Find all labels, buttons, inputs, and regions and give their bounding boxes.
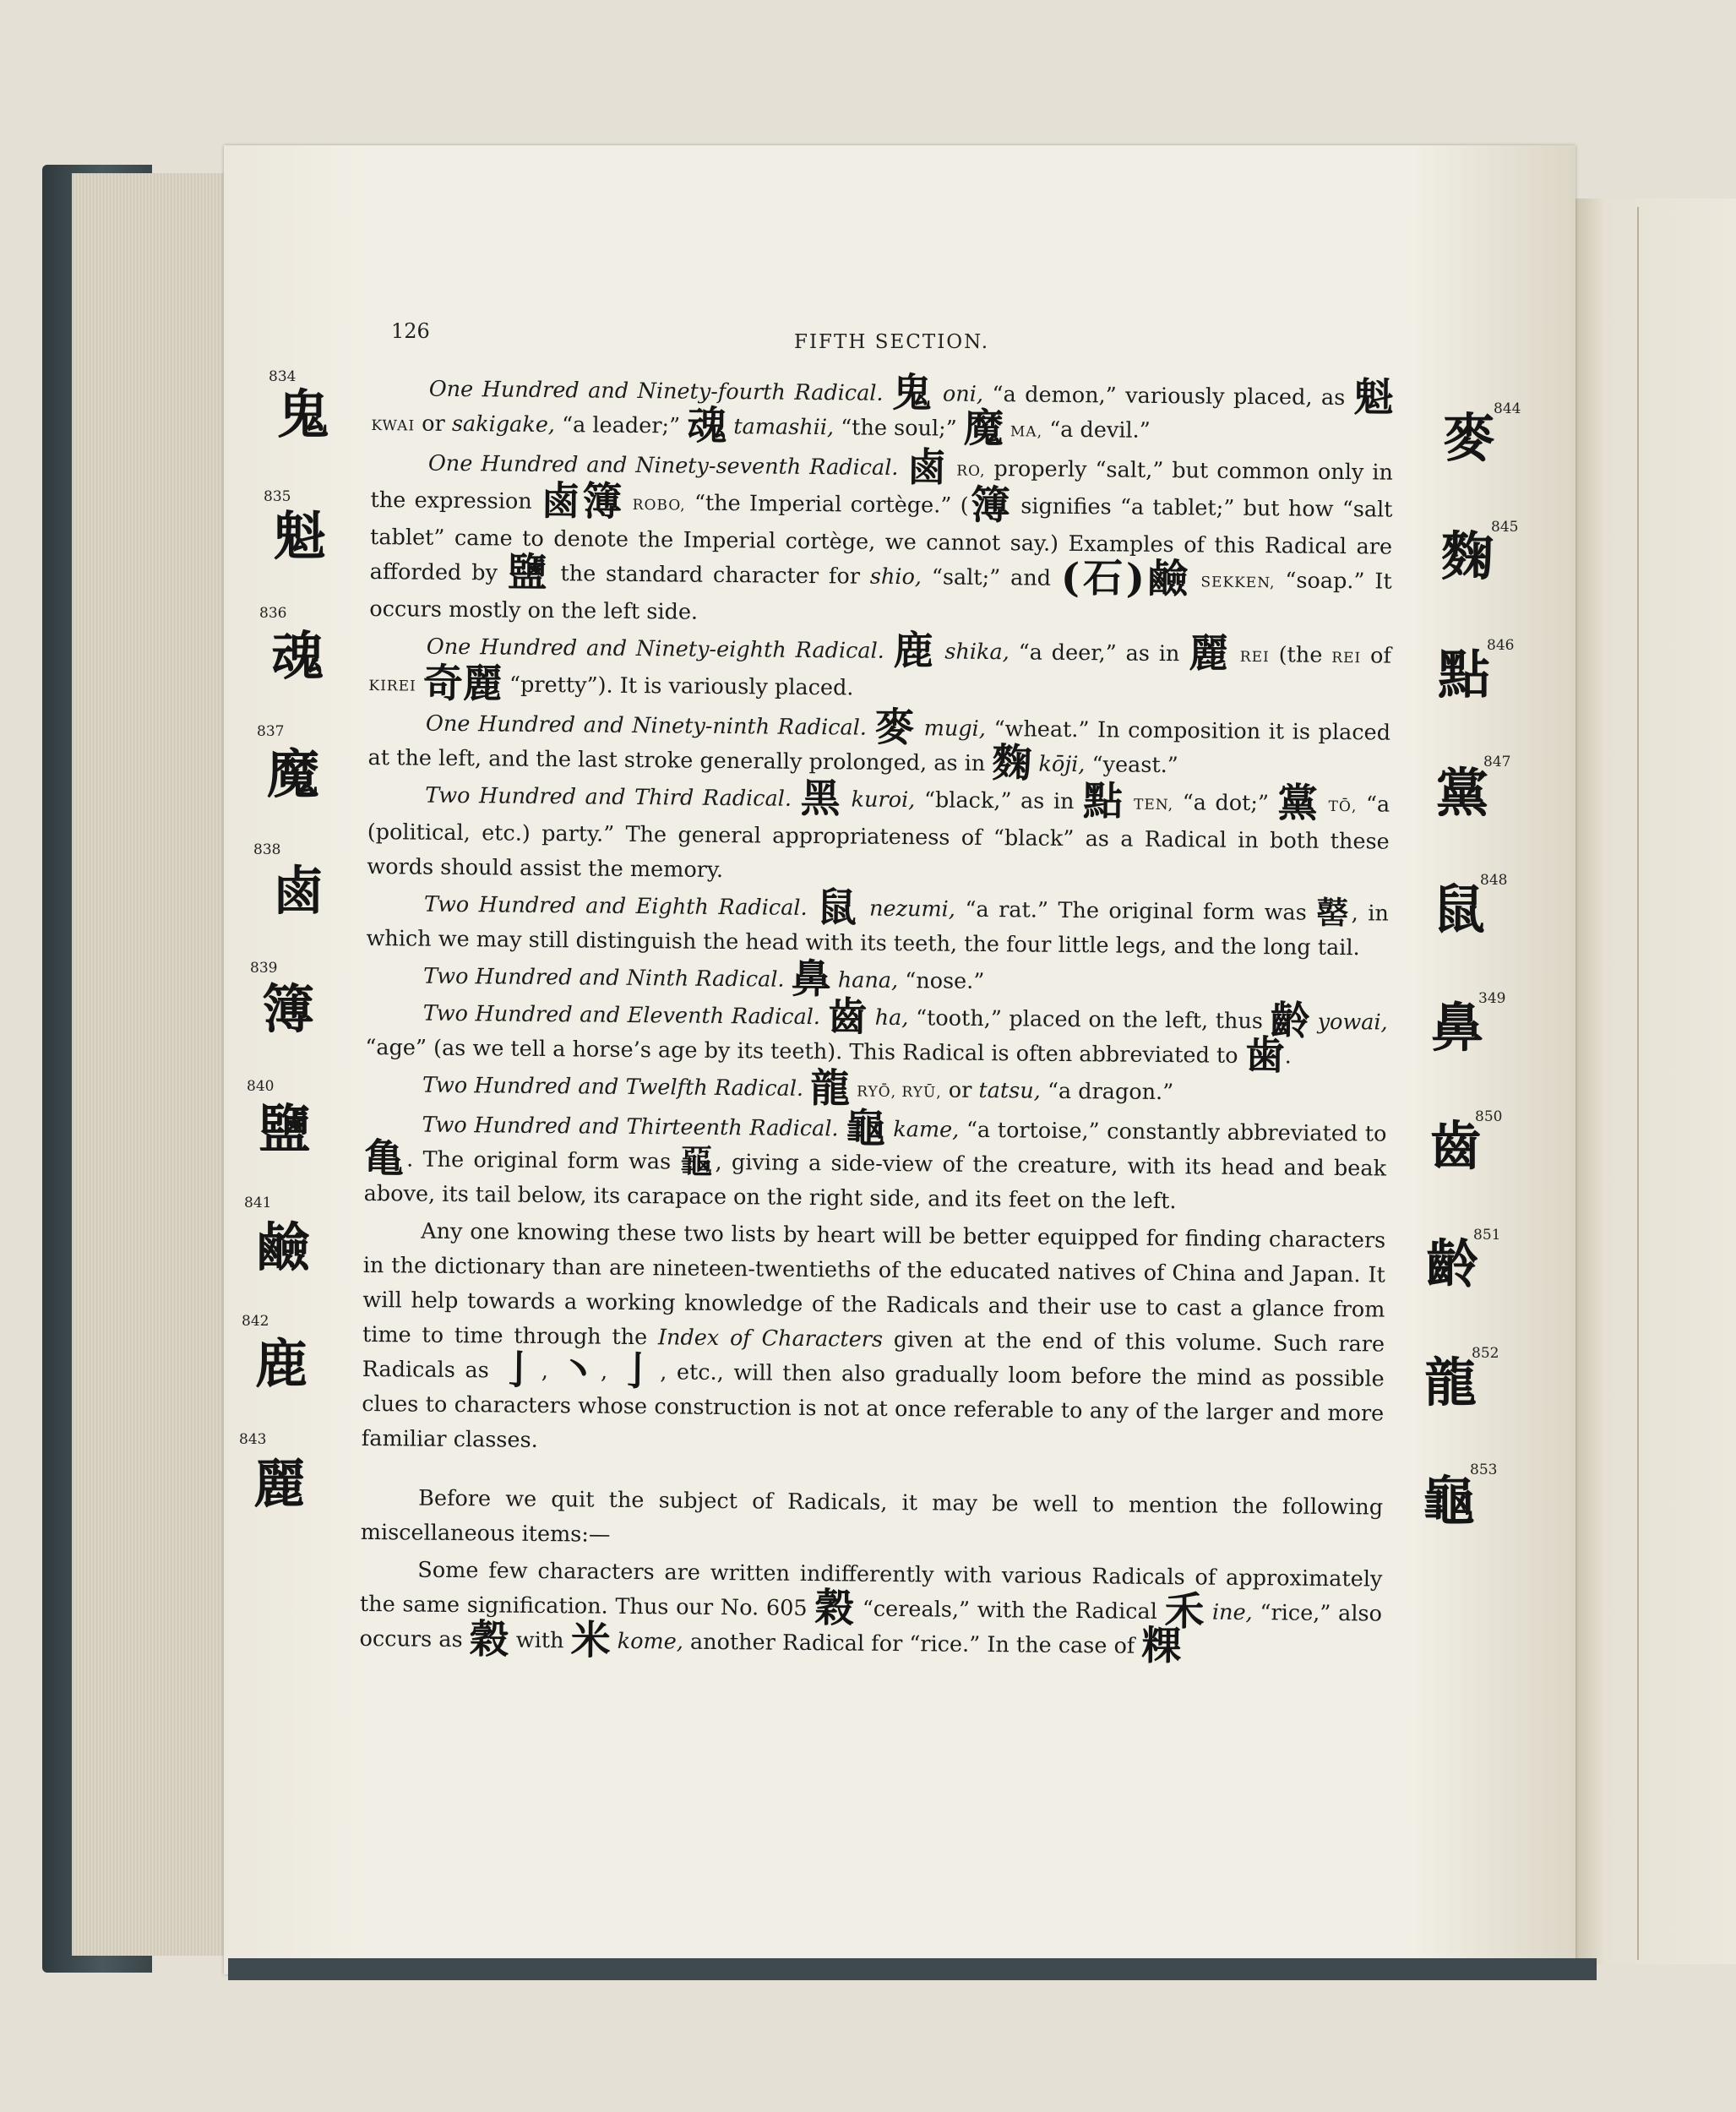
right-margin-number: 349 <box>1478 990 1506 1007</box>
paragraph-miscellaneous-intro <box>361 1481 1384 1560</box>
text-run: signifies “a tablet;” but how “salt tablet” came to denote the Imperial cortège, we cannot say.) Examples of this Radical are afforded by <box>369 493 1393 586</box>
reading: ha, <box>874 1004 909 1032</box>
paragraph-radical-197 <box>369 446 1393 637</box>
reading-smallcaps: ROBO, <box>632 496 686 514</box>
text-run: Before we quit the subject of Radicals, it may be well to mention the following miscellaneous items:— <box>360 1485 1384 1548</box>
paragraph-radical-208 <box>366 887 1389 966</box>
text-run: with <box>515 1627 564 1654</box>
kanji: 龍 <box>809 1065 851 1113</box>
kanji: 歯 <box>1244 1032 1285 1080</box>
page-edges <box>72 173 241 1956</box>
text-run: . <box>1284 1043 1292 1070</box>
right-margin-number: 852 <box>1472 1345 1499 1362</box>
right-margin-character: 麥 <box>1443 407 1496 469</box>
kanji: 禾 <box>1164 1588 1205 1636</box>
right-margin-number: 845 <box>1491 519 1519 536</box>
reading-smallcaps: KWAI <box>371 416 416 435</box>
right-margin-number: 847 <box>1483 754 1511 770</box>
kanji: 奇麗 <box>422 660 503 708</box>
kanji: 麴 <box>992 740 1032 787</box>
reading: sakigake, <box>451 411 556 438</box>
right-margin-number: 853 <box>1470 1462 1498 1478</box>
text-run: “salt;” and <box>931 564 1052 591</box>
radical-heading: Two Hundred and Twelfth Radical. <box>422 1072 804 1102</box>
kanji: 鹵 <box>906 444 949 492</box>
left-margin-number: 837 <box>257 723 285 740</box>
text-run: “a demon,” variously placed, as <box>992 382 1346 411</box>
right-margin-number: 846 <box>1487 637 1515 654</box>
left-margin-character: 簿 <box>262 978 315 1040</box>
kanji: 亀 <box>363 1135 407 1183</box>
text-run: “nose.” <box>905 968 985 994</box>
left-margin-number: 838 <box>253 841 281 858</box>
kanji-original-form: 𪔐 <box>1316 893 1352 933</box>
right-margin-number: 848 <box>1480 872 1508 889</box>
left-margin-number: 835 <box>264 488 291 505</box>
paragraph-radical-213 <box>363 1105 1387 1222</box>
text-run: “the soul;” <box>841 415 957 442</box>
gutter-line <box>1637 207 1639 1960</box>
kanji: 魁 <box>1353 374 1395 422</box>
right-margin-character: 鼻 <box>1431 997 1484 1059</box>
left-margin-character: 鹼 <box>257 1217 310 1278</box>
text-run: “pretty”). It is variously placed. <box>509 672 854 701</box>
page-number: 126 <box>391 319 430 343</box>
reading-smallcaps: RO, <box>956 462 986 480</box>
left-margin-number: 834 <box>269 368 297 385</box>
text-run: or <box>422 411 445 437</box>
kanji: 穀 <box>469 1616 509 1663</box>
paragraph-radical-211 <box>365 993 1388 1080</box>
left-margin-character: 鹿 <box>255 1333 308 1395</box>
kanji: 鬼 <box>891 369 934 417</box>
radical-heading: One Hundred and Ninety-ninth Radical. <box>425 710 868 741</box>
left-margin-number: 839 <box>250 960 278 977</box>
reading: tatsu, <box>978 1077 1041 1104</box>
text-run: “a rat.” The original form was <box>965 896 1307 926</box>
radical-heading: Two Hundred and Third Radical. <box>425 782 792 812</box>
kanji: 亅 <box>617 1347 661 1396</box>
right-margin-character: 齒 <box>1429 1115 1483 1177</box>
right-margin-character: 齡 <box>1426 1233 1479 1295</box>
reading-smallcaps: TEN, <box>1133 796 1174 814</box>
paragraph-variant-radicals <box>359 1553 1383 1670</box>
radical-heading: Two Hundred and Eleventh Radical. <box>422 1000 821 1031</box>
right-margin-character: 鼠 <box>1433 879 1486 940</box>
text-run: , <box>541 1358 549 1385</box>
right-margin-number: 850 <box>1475 1108 1503 1125</box>
text-run: “age” (as we tell a horse’s age by its teeth). This Radical is often abbreviated to <box>365 1034 1238 1069</box>
reading: kome, <box>617 1628 684 1655</box>
reading: tamashii, <box>733 414 835 441</box>
reading: kōji, <box>1038 751 1086 778</box>
kanji: 鹵簿 <box>540 477 624 525</box>
reading: shika, <box>944 639 1009 666</box>
right-margin-number: 844 <box>1494 400 1521 417</box>
text-run: , giving a side-view of the creature, with its head and beak above, its tail below, its carapace on the right side, and its feet on the left. <box>363 1149 1387 1215</box>
kanji-original-form: 𪚦 <box>680 1142 716 1181</box>
kanji: 齡 <box>1270 998 1311 1045</box>
reading: nezumi, <box>868 895 956 923</box>
text-run: . The original form was <box>406 1146 672 1175</box>
reading: kuroi, <box>851 787 916 814</box>
text-run: “yeast.” <box>1091 752 1178 779</box>
reading: shio, <box>869 563 922 591</box>
kanji: 魂 <box>686 402 727 450</box>
text-run: Any one knowing these two lists by heart will be better equipped for finding characters in the dictionary than are nineteen-twentieths of the educated natives of China and Japan. It will help towards a working knowledge of the Radicals and their use to cast a glance from time to time through the <box>362 1218 1386 1351</box>
kanji: 粿 <box>1141 1622 1182 1670</box>
left-margin-number: 840 <box>247 1078 275 1095</box>
paragraph-radical-199 <box>367 706 1390 786</box>
paragraph-radical-203 <box>367 775 1390 895</box>
reading: mugi, <box>923 716 987 742</box>
kanji: 穀 <box>814 1585 856 1632</box>
text-run: Some few characters are written indifferently with various Radicals of approximately the same signification. Thus our No. 605 <box>359 1557 1383 1622</box>
kanji: 麗 <box>1188 630 1232 678</box>
right-margin-number: 851 <box>1473 1227 1501 1244</box>
text-run: properly “salt,” but common only in the expression <box>370 456 1394 514</box>
left-margin-number: 836 <box>259 605 287 622</box>
kanji: 米 <box>570 1617 611 1664</box>
kanji: 丶 <box>558 1347 601 1395</box>
kanji: (石)鹼 <box>1060 554 1191 603</box>
reading: hana, <box>837 967 899 994</box>
reading: ine, <box>1211 1599 1253 1626</box>
book-title: Index of Characters <box>657 1325 884 1353</box>
paragraph-radical-209 <box>366 955 1388 1004</box>
text-run: “soap.” It occurs mostly on the left side. <box>369 568 1392 625</box>
kanji: 鼠 <box>816 885 860 932</box>
text-run: “wheat.” In composition it is placed at the left, and the last stroke generally prolonged, as in <box>367 716 1391 776</box>
reading-smallcaps: KIREI <box>368 677 416 695</box>
paragraph-radical-194 <box>371 369 1395 454</box>
text-run: or <box>948 1077 972 1103</box>
radical-heading: Two Hundred and Thirteenth Radical. <box>422 1112 839 1142</box>
text-run: the standard character for <box>560 561 861 590</box>
text-run: “a (political, etc.) party.” The general appropriateness of “black” as a Radical in both these words should assist the memory. <box>367 792 1390 884</box>
kanji: 鹿 <box>893 627 936 675</box>
kanji: 黨 <box>1277 780 1320 827</box>
text-run: “a deer,” as in <box>1018 640 1180 667</box>
reading-smallcaps: MA, <box>1009 423 1043 441</box>
text-run: “a dragon.” <box>1047 1078 1174 1106</box>
left-margin-character: 麗 <box>253 1453 307 1515</box>
left-margin-character: 鹽 <box>258 1098 312 1160</box>
kanji: 鼻 <box>791 955 831 1004</box>
radical-heading: Two Hundred and Ninth Radical. <box>422 963 785 993</box>
reading-smallcaps: REI <box>1239 648 1270 667</box>
kanji: 點 <box>1082 778 1125 825</box>
text-run: (the <box>1278 642 1323 668</box>
cover-bottom-band <box>228 1958 1597 1980</box>
left-margin-character: 魂 <box>271 625 324 687</box>
left-margin-character: 魔 <box>267 743 320 805</box>
radical-heading: One Hundred and Ninety-seventh Radical. <box>427 450 899 481</box>
radical-heading: One Hundred and Ninety-eighth Radical. <box>426 634 884 664</box>
kanji: 亅 <box>498 1347 542 1394</box>
right-margin-character: 麴 <box>1441 525 1494 587</box>
text-run: , in which we may still distinguish the head with its teeth, the four little legs, and the long tail. <box>366 901 1390 961</box>
kanji: 龜 <box>845 1105 886 1152</box>
text-run: “black,” as in <box>923 787 1075 815</box>
text-run: “a devil.” <box>1049 416 1151 444</box>
reading: yowai, <box>1317 1009 1388 1036</box>
text-run: “tooth,” placed on the left, thus <box>915 1005 1264 1035</box>
text-run: “rice,” also occurs as <box>359 1600 1383 1653</box>
body-text <box>359 369 1395 1670</box>
right-margin-character: 龜 <box>1423 1470 1476 1532</box>
left-margin-character: 鹵 <box>272 860 325 922</box>
text-run: given at the end of this volume. Such rare Radicals as <box>362 1326 1385 1384</box>
text-run: “cereals,” with the Radical <box>862 1596 1157 1625</box>
left-margin-character: 鬼 <box>277 384 330 445</box>
kanji: 鹽 <box>507 549 551 597</box>
left-margin-character: 魁 <box>274 505 327 567</box>
left-margin-number: 842 <box>242 1313 269 1330</box>
kanji: 魔 <box>963 405 1004 453</box>
right-margin-character: 黨 <box>1436 762 1489 824</box>
kanji: 簿 <box>968 482 1013 530</box>
text-run: “the Imperial cortège.” ( <box>694 490 969 519</box>
left-margin-number: 843 <box>239 1431 267 1448</box>
reading-smallcaps: RYŌ, RYŪ, <box>857 1083 942 1102</box>
text-run: another Radical for “rice.” In the case of <box>689 1629 1135 1659</box>
paragraph-lists-summary <box>362 1214 1386 1467</box>
facing-page-edge <box>1573 199 1736 1964</box>
right-margin-character: 龍 <box>1424 1352 1478 1413</box>
reading: oni, <box>942 381 984 407</box>
reading-smallcaps: SEKKEN, <box>1200 574 1276 592</box>
reading-smallcaps: REI <box>1331 649 1362 667</box>
kanji: 麥 <box>874 704 917 752</box>
paragraph-radical-198 <box>368 629 1391 714</box>
text-run: “a tortoise,” constantly abbreviated to <box>966 1117 1387 1147</box>
kanji: 黑 <box>800 775 843 823</box>
text-run: “a dot;” <box>1182 790 1270 817</box>
reading: kame, <box>893 1116 960 1143</box>
kanji: 齒 <box>827 993 868 1041</box>
right-margin-character: 點 <box>1438 644 1491 705</box>
radical-heading: Two Hundred and Eighth Radical. <box>423 891 808 921</box>
left-margin-number: 841 <box>244 1195 272 1211</box>
text-run: , etc., will then also gradually loom before the mind as possible clues to characters whose construction is not at once referable to any of the larger and more familiar classes. <box>361 1359 1385 1453</box>
text-run: , <box>600 1358 608 1385</box>
reading-smallcaps: TŌ, <box>1328 797 1358 816</box>
radical-heading: One Hundred and Ninety-fourth Radical. <box>428 376 884 406</box>
running-head: FIFTH SECTION. <box>794 331 990 353</box>
text-run: of <box>1369 643 1392 669</box>
text-run: “a leader;” <box>561 412 681 439</box>
